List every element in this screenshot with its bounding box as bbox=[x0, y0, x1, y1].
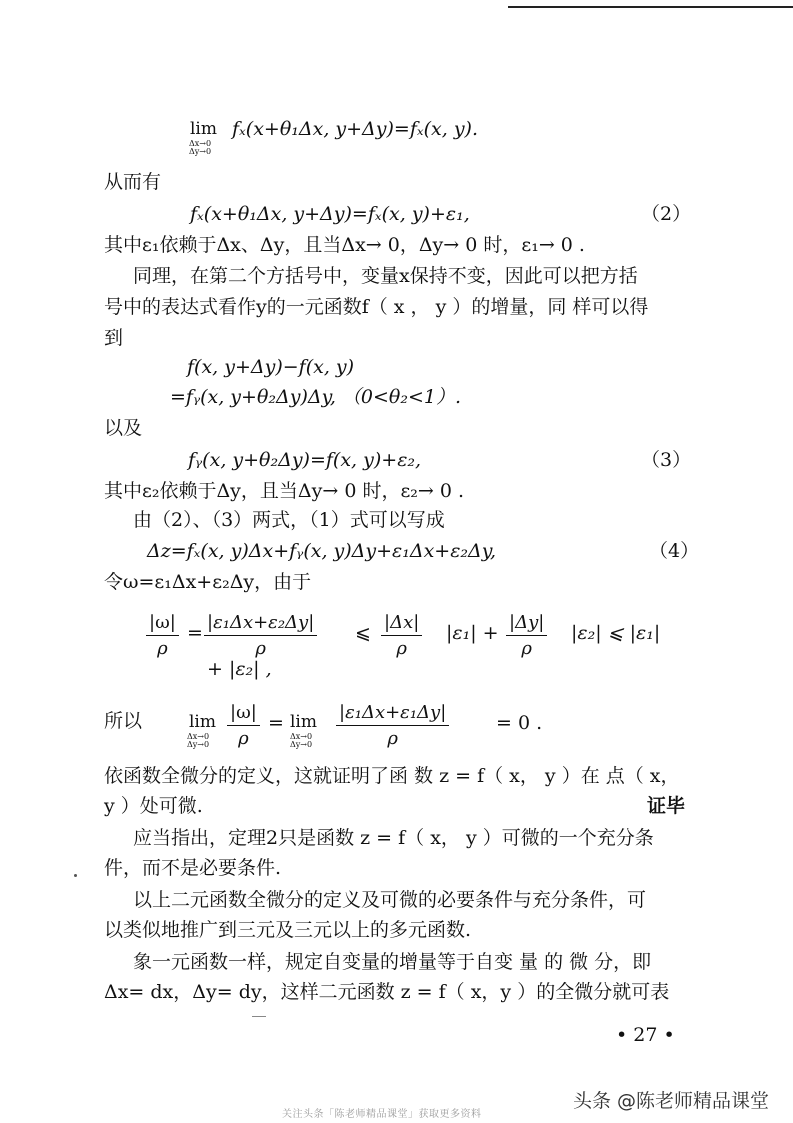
equation-3: fᵧ(x, y+θ₂Δy)=f(x, y)+ε₂, bbox=[188, 449, 422, 471]
scan-mark bbox=[252, 1016, 266, 1017]
fraction-omega-rho: $\frac{|\omega|}{\rho}$ bbox=[146, 614, 179, 658]
header-rule bbox=[508, 6, 793, 8]
fraction-dx-rho: $\frac{|\Delta x|}{\rho}$ bbox=[381, 614, 422, 658]
watermark-toutiao: 头条 @陈老师精品课堂 bbox=[573, 1090, 770, 1112]
paragraph-yi-line2: y ）处可微. bbox=[104, 795, 203, 817]
page-number: • 27 • bbox=[616, 1024, 675, 1046]
paragraph-yishang-line2: 以类似地推广到三元及三元以上的多元函数. bbox=[104, 919, 472, 941]
text-eps2-condition: 其中ε₂依赖于Δy，且当Δy→ 0 时，ε₂→ 0 . bbox=[104, 480, 465, 502]
equation-2: fₓ(x+θ₁Δx, y+Δy)=fₓ(x, y)+ε₁, bbox=[190, 203, 470, 225]
lim-subscript-3: Δx→0 Δy→0 bbox=[290, 732, 313, 750]
equation-3-tag: （3） bbox=[641, 449, 692, 471]
paragraph-tongli-line3: 到 bbox=[104, 327, 124, 349]
term-eps2-le-eps1: |ε₂| ⩽ |ε₁| bbox=[571, 622, 661, 644]
paragraph-xiang-line1: 象一元函数一样，规定自变量的增量等于自变 量 的 微 分，即 bbox=[133, 951, 652, 973]
proof-end-mark: 证毕 bbox=[647, 795, 686, 817]
equals-zero: = 0 . bbox=[496, 712, 543, 734]
paragraph-xiang-line2: Δx= dx，Δy= dy，这样二元函数 z = f（ x，y ）的全微分就可表 bbox=[104, 981, 670, 1003]
fraction-eps-sum-rho: $\frac{\text{|ε₁Δx+ε₂Δy|}}{\rho}$ bbox=[204, 614, 317, 658]
watermark-footer: 关注头条「陈老师精品课堂」获取更多资料 bbox=[282, 1109, 482, 1120]
text-congeryou: 从而有 bbox=[104, 171, 162, 193]
equation-4: Δz=fₓ(x, y)Δx+fᵧ(x, y)Δy+ε₁Δx+ε₂Δy, bbox=[147, 540, 497, 562]
paragraph-tongli-line2: 号中的表达式看作y的一元函数f（ x ， y ）的增量，同 样可以得 bbox=[104, 296, 649, 318]
paragraph-tongli-line1: 同理，在第二个方括号中，变量x保持不变，因此可以把方括 bbox=[133, 265, 638, 287]
fraction-omega-rho-2: $\frac{|\omega|}{\rho}$ bbox=[227, 704, 260, 748]
equals-sign: = bbox=[187, 622, 203, 644]
fraction-eps-sum-rho-2: $\frac{\text{|ε₁Δx+ε₁Δy|}}{\rho}$ bbox=[336, 704, 449, 748]
formula-lim-fx: fₓ(x+θ₁Δx, y+Δy)=fₓ(x, y). bbox=[232, 118, 479, 140]
paragraph-ying-line2: 件，而不是必要条件. bbox=[104, 857, 282, 879]
le-sign: ⩽ bbox=[355, 622, 371, 644]
equation-2-tag: （2） bbox=[641, 203, 692, 225]
text-suoyi: 所以 bbox=[104, 710, 143, 732]
scan-speck bbox=[74, 874, 77, 877]
text-you-liangshi: 由（2）、（3）两式，（1）式可以写成 bbox=[133, 509, 445, 531]
lim-operator-2: lim bbox=[189, 712, 216, 732]
lim-subscript-2: Δx→0 Δy→0 bbox=[187, 732, 210, 750]
lim-subscript: Δx→0 Δy→0 bbox=[189, 139, 212, 157]
term-eps1-plus: |ε₁| + bbox=[446, 622, 499, 644]
term-plus-eps2: + |ε₂| , bbox=[207, 658, 272, 680]
fraction-dy-rho: $\frac{|\Delta y|}{\rho}$ bbox=[506, 614, 547, 658]
lim-operator: lim bbox=[190, 119, 217, 139]
equation-4-tag: （4） bbox=[649, 540, 700, 562]
equation-diff-line1: f(x, y+Δy)−f(x, y) bbox=[187, 356, 355, 378]
lim-operator-3: lim bbox=[290, 712, 317, 732]
paragraph-yishang-line1: 以上二元函数全微分的定义及可微的必要条件与充分条件，可 bbox=[133, 889, 647, 911]
paragraph-yi-line1: 依函数全微分的定义，这就证明了函 数 z = f（ x， y ）在 点（ x， bbox=[104, 765, 680, 787]
equals-sign-2: = bbox=[268, 712, 284, 734]
text-eps1-condition: 其中ε₁依赖于Δx、Δy，且当Δx→ 0，Δy→ 0 时，ε₁→ 0 . bbox=[104, 234, 585, 256]
paragraph-ying-line1: 应当指出，定理2只是函数 z = f（ x， y ）可微的一个充分条 bbox=[133, 827, 654, 849]
equation-diff-line2: =fᵧ(x, y+θ₂Δy)Δy, （0<θ₂<1）. bbox=[170, 386, 462, 408]
text-yiji: 以及 bbox=[104, 417, 143, 439]
text-ling-omega: 令ω=ε₁Δx+ε₂Δy，由于 bbox=[104, 571, 312, 593]
